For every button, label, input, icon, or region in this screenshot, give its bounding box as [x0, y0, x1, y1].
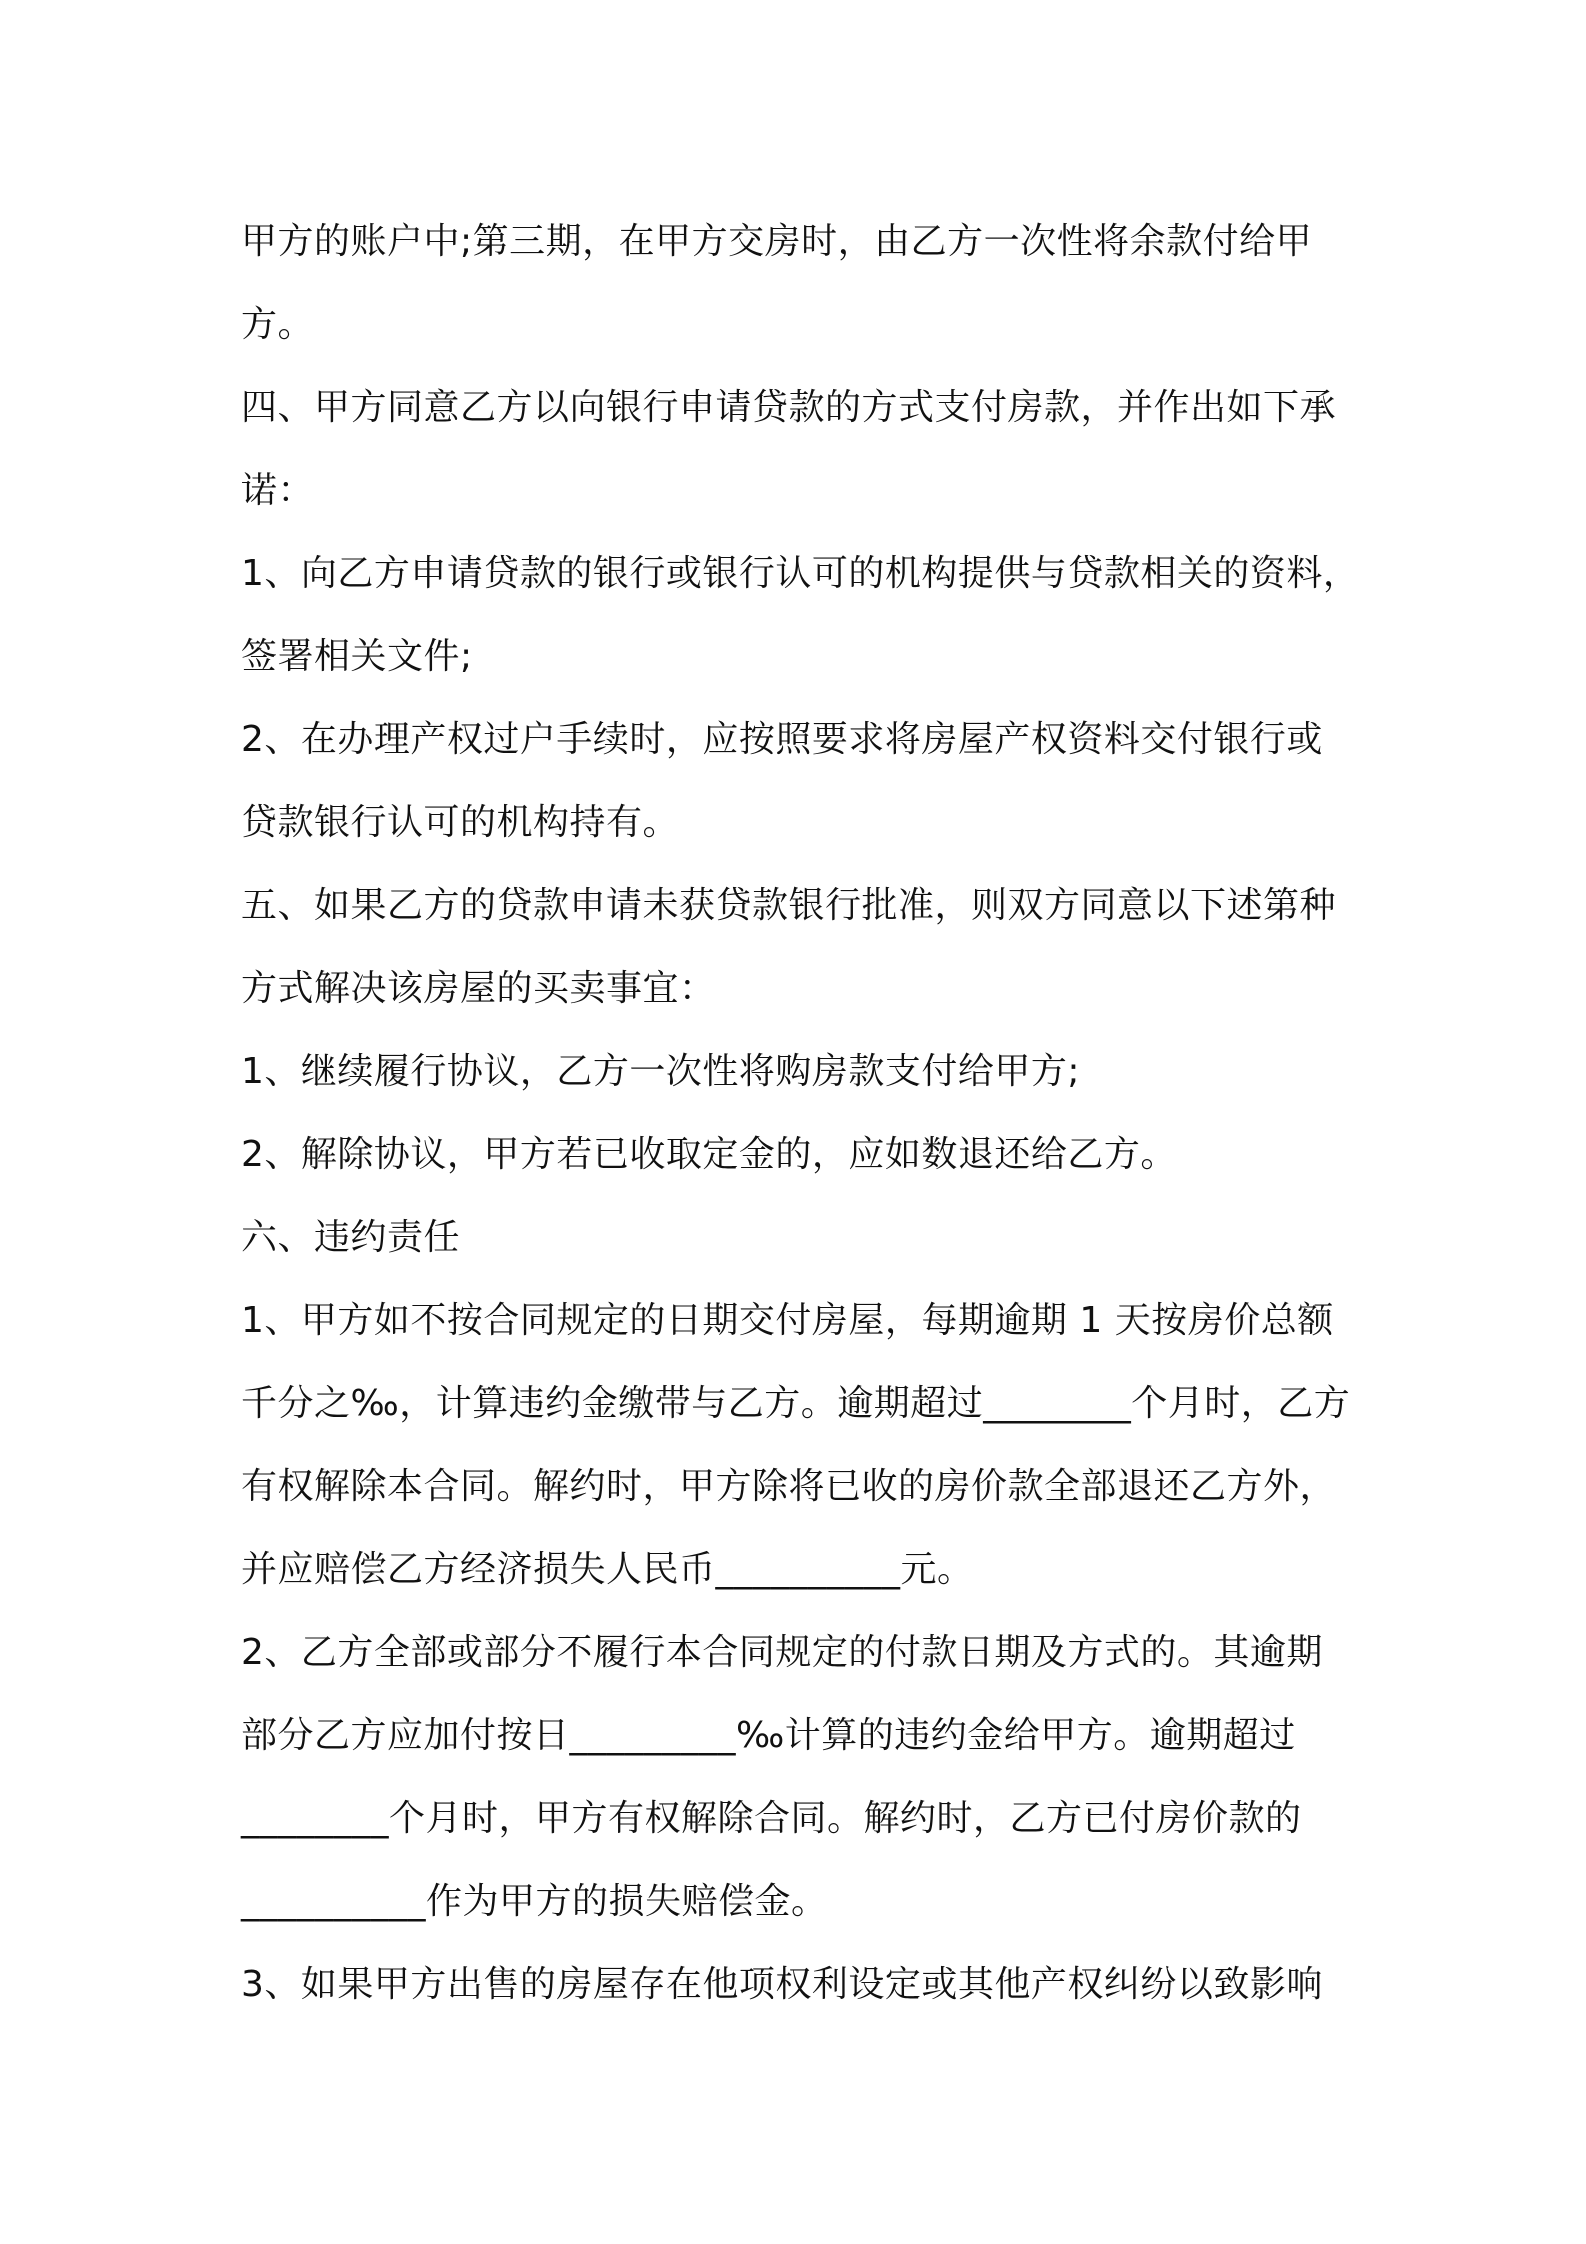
text-line: 签署相关文件;: [241, 636, 473, 677]
text-line: 方。: [241, 304, 315, 345]
text-line: 千分之‰，计算违约金缴带与乙方。逾期超过________个月时，乙方: [241, 1383, 1351, 1424]
text-line: 六、违约责任: [241, 1217, 461, 1258]
text-line: 有权解除本合同。解约时，甲方除将已收的房价款全部退还乙方外，: [241, 1466, 1337, 1507]
text-line: 甲方的账户中;第三期，在甲方交房时，由乙方一次性将余款付给甲: [241, 221, 1313, 262]
text-line: 1、向乙方申请贷款的银行或银行认可的机构提供与贷款相关的资料，: [241, 553, 1360, 594]
text-line: 部分乙方应加付按日_________‰计算的违约金给甲方。逾期超过: [241, 1715, 1296, 1756]
text-line: 方式解决该房屋的买卖事宜：: [241, 968, 716, 1009]
text-line: 2、解除协议，甲方若已收取定金的，应如数退还给乙方。: [241, 1134, 1177, 1175]
text-line: 2、在办理产权过户手续时，应按照要求将房屋产权资料交付银行或: [241, 719, 1323, 760]
text-line: 五、如果乙方的贷款申请未获贷款银行批准，则双方同意以下述第种: [241, 885, 1337, 926]
text-line: ________个月时，甲方有权解除合同。解约时，乙方已付房价款的: [241, 1798, 1302, 1839]
text-line: 1、继续履行协议，乙方一次性将购房款支付给甲方;: [241, 1051, 1081, 1092]
text-line: 贷款银行认可的机构持有。: [241, 802, 680, 843]
text-line: 并应赔偿乙方经济损失人民币__________元。: [241, 1549, 974, 1590]
text-line: 2、乙方全部或部分不履行本合同规定的付款日期及方式的。其逾期: [241, 1632, 1323, 1673]
text-line: 3、如果甲方出售的房屋存在他项权利设定或其他产权纠纷以致影响: [241, 1964, 1323, 2005]
text-line: __________作为甲方的损失赔偿金。: [241, 1881, 828, 1922]
text-line: 四、甲方同意乙方以向银行申请贷款的方式支付房款，并作出如下承: [241, 387, 1337, 428]
text-line: 1、甲方如不按合同规定的日期交付房屋，每期逾期 1 天按房价总额: [241, 1300, 1334, 1341]
text-line: 诺：: [241, 470, 315, 511]
contract-text-body: [241, 200, 1361, 2026]
